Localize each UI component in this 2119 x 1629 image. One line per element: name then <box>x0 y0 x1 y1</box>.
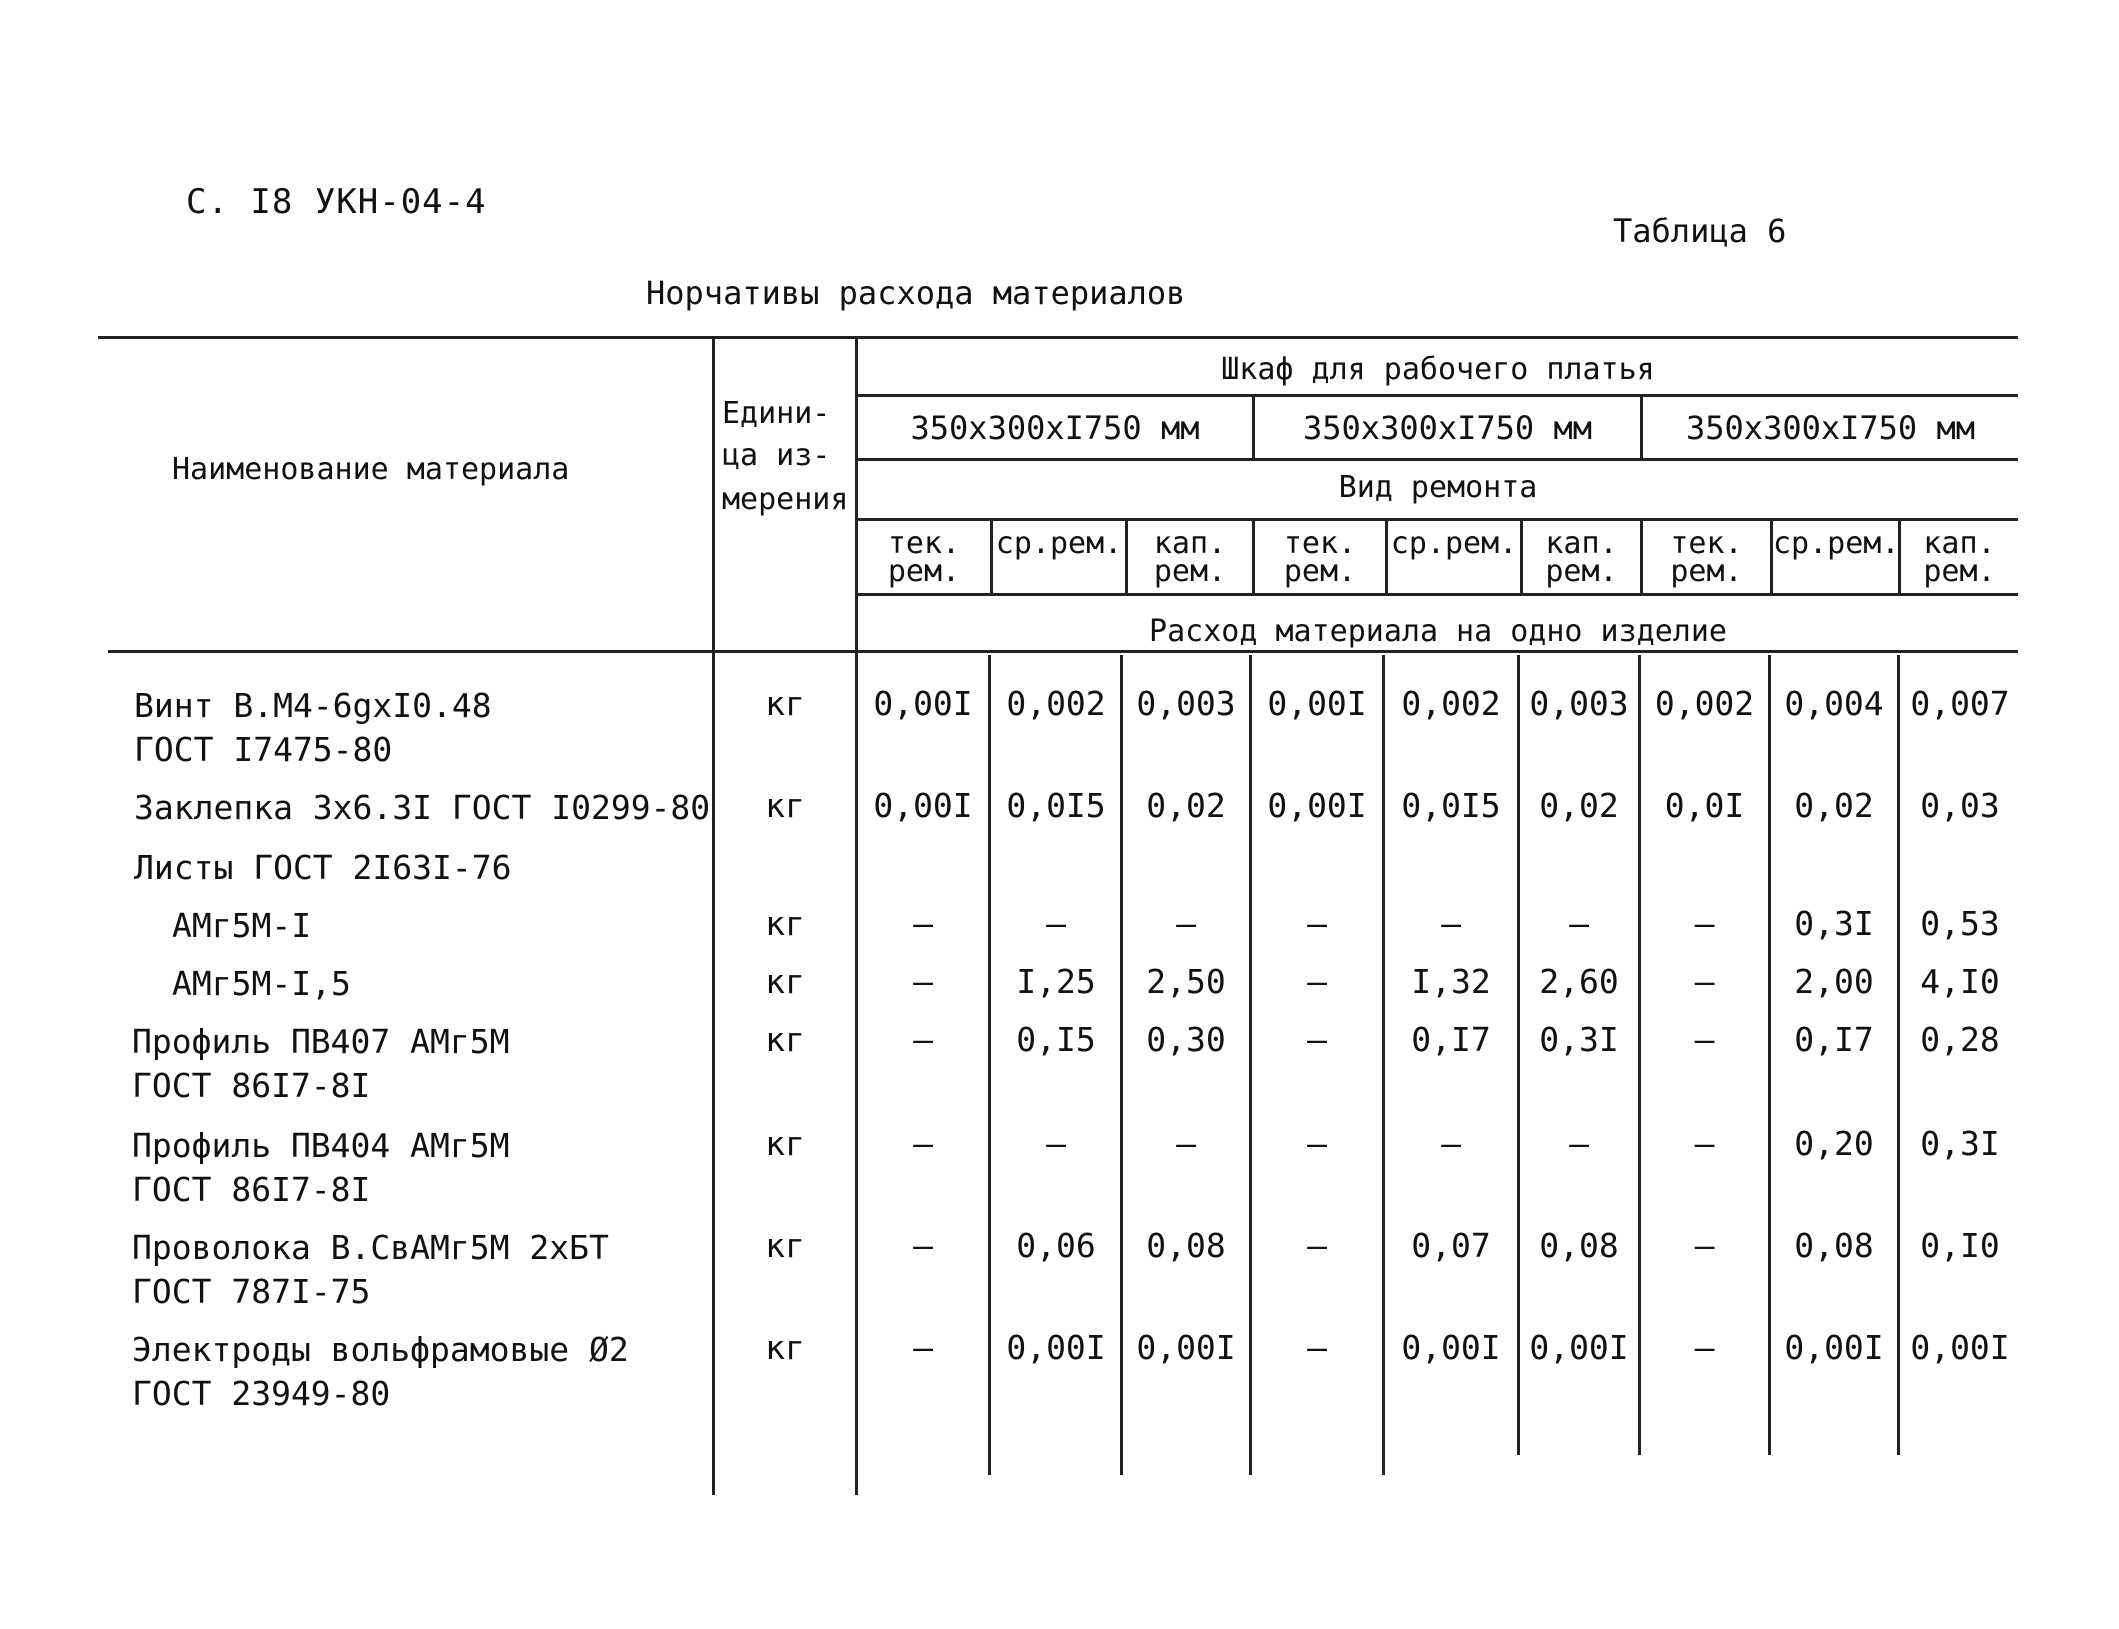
row-8-value-1: – <box>913 1226 933 1265</box>
header-rule-cabinet <box>858 394 2018 397</box>
row-6-value-9: 0,28 <box>1920 1020 2000 1059</box>
row-8-value-5: 0,07 <box>1411 1226 1491 1265</box>
header-rule-sizes <box>858 458 2018 461</box>
row-6-value-7: – <box>1694 1020 1715 1059</box>
header-cabinet: Шкаф для рабочего платья <box>1221 352 1655 387</box>
row-1-name: Винт В.М4-6gxI0.48 ГОСТ I7475-80 <box>134 686 492 769</box>
row-4-name: АМг5М-I <box>172 906 312 945</box>
row-4-unit: кг <box>765 904 805 943</box>
row-5-name: АМг5М-I,5 <box>172 964 351 1003</box>
row-6-value-3: 0,30 <box>1146 1020 1226 1059</box>
row-7-unit: кг <box>765 1124 805 1163</box>
row-7-value-4: – <box>1307 1124 1327 1163</box>
header-rule-repair <box>858 518 2018 521</box>
row-9-value-9: 0,00I <box>1910 1328 2010 1367</box>
row-2-value-9: 0,03 <box>1920 786 2000 825</box>
row-3-name: Листы ГОСТ 2I63I-76 <box>134 848 512 887</box>
row-8-value-8: 0,08 <box>1794 1226 1874 1265</box>
row-9-value-1: – <box>913 1328 933 1367</box>
header-unit-line1: Едини- <box>722 396 831 431</box>
header-size-1: 350x300xI750 мм <box>910 409 1200 447</box>
row-1-unit: кг <box>765 684 805 723</box>
subheader-8: ср.рем. <box>1773 526 1900 561</box>
row-6-value-2: 0,I5 <box>1016 1020 1096 1059</box>
row-8-value-7: – <box>1694 1226 1715 1265</box>
row-8-name: Проволока В.СвАМг5М 2хБТ ГОСТ 787I-75 <box>132 1228 609 1311</box>
row-5-value-2: I,25 <box>1016 962 1096 1001</box>
row-1-value-1: 0,00I <box>873 684 973 723</box>
row-6-value-6: 0,3I <box>1539 1020 1619 1059</box>
header-rule-sub <box>858 593 2018 596</box>
row-5-value-7: – <box>1694 962 1715 1001</box>
row-1-value-4: 0,00I <box>1267 684 1367 723</box>
row-6-unit: кг <box>765 1020 805 1059</box>
subheader-2: ср.рем. <box>995 526 1123 561</box>
row-2-unit: кг <box>765 786 805 825</box>
header-unit-line2: ца из- <box>722 438 831 473</box>
row-1-value-6: 0,003 <box>1529 684 1629 723</box>
row-1-value-3: 0,003 <box>1136 684 1236 723</box>
header-size-3: 350x300xI750 мм <box>1686 409 1975 447</box>
row-9-value-8: 0,00I <box>1784 1328 1884 1367</box>
subheader-9: кап. рем. <box>1923 526 1996 589</box>
row-6-value-8: 0,I7 <box>1794 1020 1874 1059</box>
row-5-value-1: – <box>913 962 933 1001</box>
row-4-value-6: – <box>1569 904 1589 943</box>
row-2-value-2: 0,0I5 <box>1006 786 1106 825</box>
row-5-value-9: 4,I0 <box>1920 962 2000 1001</box>
row-2-name: Заклепка 3x6.3I ГОСТ I0299-80 <box>134 788 711 827</box>
row-8-value-9: 0,I0 <box>1920 1226 2000 1265</box>
row-2-value-8: 0,02 <box>1794 786 1874 825</box>
row-8-value-4: – <box>1307 1226 1327 1265</box>
row-4-value-1: – <box>913 904 933 943</box>
row-1-value-2: 0,002 <box>1006 684 1106 723</box>
row-9-value-5: 0,00I <box>1401 1328 1501 1367</box>
row-7-value-8: 0,20 <box>1794 1124 1874 1163</box>
row-7-value-6: – <box>1569 1124 1589 1163</box>
row-7-value-9: 0,3I <box>1920 1124 2000 1163</box>
row-8-value-3: 0,08 <box>1146 1226 1226 1265</box>
row-4-value-9: 0,53 <box>1920 904 2000 943</box>
subheader-4: тек. рем. <box>1283 526 1357 589</box>
row-6-name: Профиль ПВ407 АМг5М ГОСТ 86I7-8I <box>132 1022 510 1105</box>
row-2-value-4: 0,00I <box>1267 786 1367 825</box>
row-4-value-4: – <box>1307 904 1327 943</box>
table-top-rule <box>98 336 2018 339</box>
subheader-1: тек. рем. <box>887 526 961 589</box>
row-7-value-1: – <box>913 1124 933 1163</box>
row-7-value-2: – <box>1046 1124 1066 1163</box>
row-5-value-4: – <box>1307 962 1327 1001</box>
row-6-value-5: 0,I7 <box>1411 1020 1491 1059</box>
header-material-name: Наименование материала <box>172 452 570 487</box>
row-8-unit: кг <box>765 1226 805 1265</box>
row-9-value-3: 0,00I <box>1136 1328 1236 1367</box>
row-1-value-5: 0,002 <box>1401 684 1501 723</box>
header-repair-type: Вид ремонта <box>1338 470 1538 505</box>
row-4-value-8: 0,3I <box>1794 904 1874 943</box>
row-7-name: Профиль ПВ404 АМг5М ГОСТ 86I7-8I <box>132 1126 510 1209</box>
subheader-7: тек. рем. <box>1670 526 1743 589</box>
header-size-2: 350x300xI750 мм <box>1303 409 1592 447</box>
row-6-value-1: – <box>913 1020 933 1059</box>
row-4-value-5: – <box>1441 904 1461 943</box>
row-4-value-2: – <box>1046 904 1066 943</box>
row-7-value-5: – <box>1441 1124 1461 1163</box>
row-8-value-2: 0,06 <box>1016 1226 1096 1265</box>
page-header: С. I8 УКН-04-4 <box>186 182 487 222</box>
row-4-value-3: – <box>1176 904 1196 943</box>
row-7-value-3: – <box>1176 1124 1196 1163</box>
row-9-name: Электроды вольфрамовые Ø2 ГОСТ 23949-80 <box>132 1330 629 1413</box>
header-unit-line3: мерения <box>722 482 849 517</box>
table-title: Норчативы расхода материалов <box>646 274 1186 312</box>
table-number: Таблица 6 <box>1613 212 1787 250</box>
row-1-value-8: 0,004 <box>1784 684 1884 723</box>
row-4-value-7: – <box>1694 904 1715 943</box>
row-1-value-9: 0,007 <box>1910 684 2010 723</box>
row-5-value-3: 2,50 <box>1146 962 1226 1001</box>
row-2-value-5: 0,0I5 <box>1401 786 1501 825</box>
row-8-value-6: 0,08 <box>1539 1226 1619 1265</box>
row-2-value-1: 0,00I <box>873 786 973 825</box>
header-bottom-rule <box>108 650 2018 653</box>
row-6-value-4: – <box>1307 1020 1327 1059</box>
row-5-unit: кг <box>765 962 805 1001</box>
row-9-value-4: – <box>1307 1328 1327 1367</box>
row-9-value-2: 0,00I <box>1006 1328 1106 1367</box>
row-2-value-6: 0,02 <box>1539 786 1619 825</box>
row-5-value-6: 2,60 <box>1539 962 1619 1001</box>
row-5-value-8: 2,00 <box>1794 962 1874 1001</box>
row-2-value-7: 0,0I <box>1664 786 1745 825</box>
row-1-value-7: 0,002 <box>1654 684 1755 723</box>
row-2-value-3: 0,02 <box>1146 786 1226 825</box>
row-5-value-5: I,32 <box>1411 962 1491 1001</box>
subheader-3: кап. рем. <box>1153 526 1227 589</box>
row-9-value-6: 0,00I <box>1529 1328 1629 1367</box>
row-7-value-7: – <box>1694 1124 1715 1163</box>
row-9-value-7: – <box>1694 1328 1715 1367</box>
subheader-6: кап. рем. <box>1545 526 1618 589</box>
header-consumption: Расход материала на одно изделие <box>1149 614 1727 649</box>
row-9-unit: кг <box>765 1328 805 1367</box>
subheader-5: ср.рем. <box>1390 526 1518 561</box>
